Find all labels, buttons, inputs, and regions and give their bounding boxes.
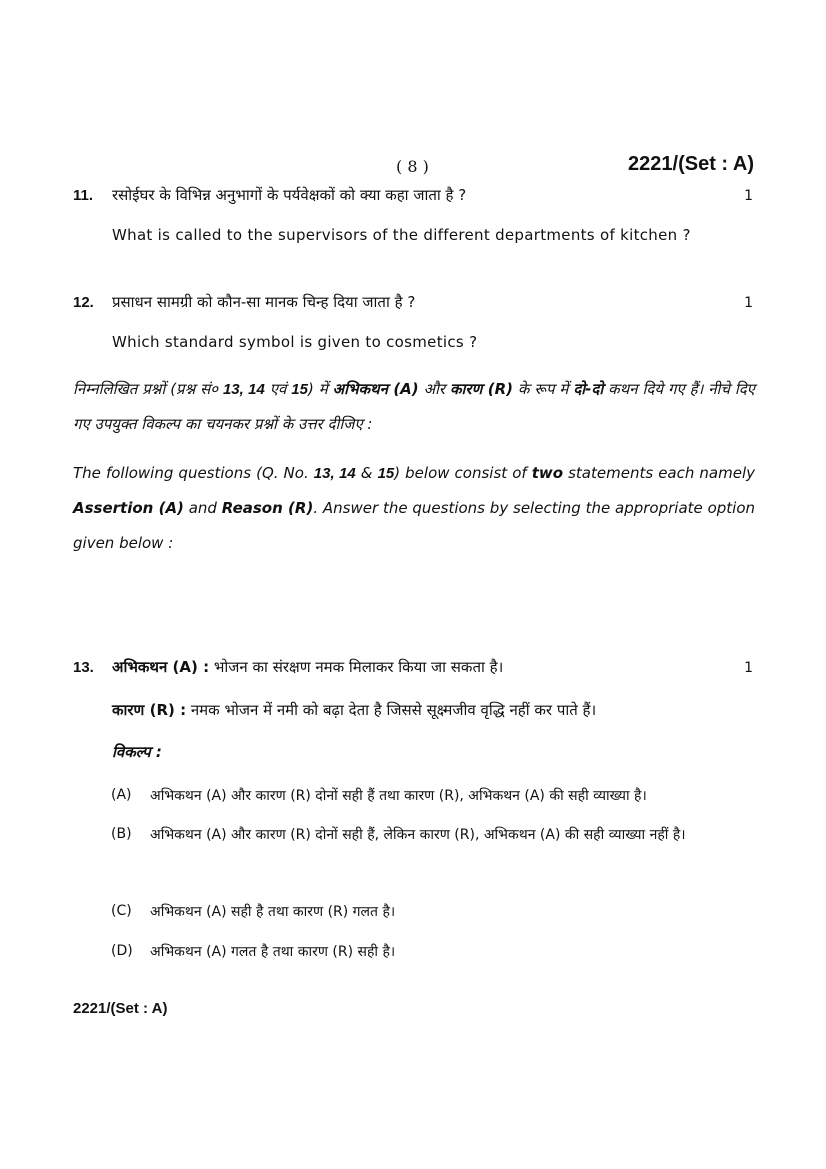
- option-d-letter: (D): [111, 943, 133, 959]
- question-11-number: 11.: [73, 187, 94, 204]
- page-number: ( 8 ): [396, 157, 429, 176]
- question-12-hindi: प्रसाधन सामग्री को कौन-सा मानक चिन्ह दिया जाता है ?: [112, 293, 416, 311]
- question-11-english: What is called to the supervisors of the different departments of kitchen ?: [112, 226, 691, 244]
- question-13-marks: 1: [744, 660, 753, 676]
- option-b-letter: (B): [111, 826, 132, 842]
- set-code-footer: 2221/(Set : A): [73, 1000, 168, 1017]
- question-13-number: 13.: [73, 659, 94, 676]
- question-13-assertion: अभिकथन (A) : भोजन का संरक्षण नमक मिलाकर किया जा सकता है।: [112, 658, 504, 676]
- options-label: विकल्प :: [112, 743, 162, 761]
- question-12-english: Which standard symbol is given to cosmetics ?: [112, 333, 478, 351]
- option-c-letter: (C): [111, 903, 132, 919]
- option-c-text: अभिकथन (A) सही है तथा कारण (R) गलत है।: [150, 904, 396, 920]
- question-13-reason: कारण (R) : नमक भोजन में नमी को बढ़ा देता है जिससे सूक्ष्मजीव वृद्धि नहीं कर पाते हैं।: [112, 701, 597, 719]
- set-code-header: 2221/(Set : A): [628, 153, 754, 175]
- instructions-english: The following questions (Q. No. 13, 14 & 15) below consist of two statements each namely Assertion (A) and Reason (R). Answer the questions by selecting the appropriate option given below :: [73, 464, 755, 552]
- question-11-marks: 1: [744, 188, 753, 204]
- option-b-text: अभिकथन (A) और कारण (R) दोनों सही हैं, लेकिन कारण (R), अभिकथन (A) की सही व्याख्या नहीं है।: [150, 827, 686, 843]
- option-d-text: अभिकथन (A) गलत है तथा कारण (R) सही है।: [150, 944, 396, 960]
- question-11-hindi: रसोईघर के विभिन्न अनुभागों के पर्यवेक्षकों को क्या कहा जाता है ?: [112, 186, 467, 204]
- option-a-letter: (A): [111, 787, 132, 803]
- option-a-text: अभिकथन (A) और कारण (R) दोनों सही हैं तथा कारण (R), अभिकथन (A) की सही व्याख्या है।: [150, 788, 647, 804]
- question-12-marks: 1: [744, 295, 753, 311]
- question-12-number: 12.: [73, 294, 94, 311]
- instructions-hindi: निम्नलिखित प्रश्नों (प्रश्न सं० 13, 14 एवं 15) में अभिकथन (A) और कारण (R) के रूप में दो-दो कथन दिये गए हैं। नीचे दिए गए उपयुक्त विकल्प का चयनकर प्रश्नों के उत्तर दीजिए :: [73, 380, 755, 433]
